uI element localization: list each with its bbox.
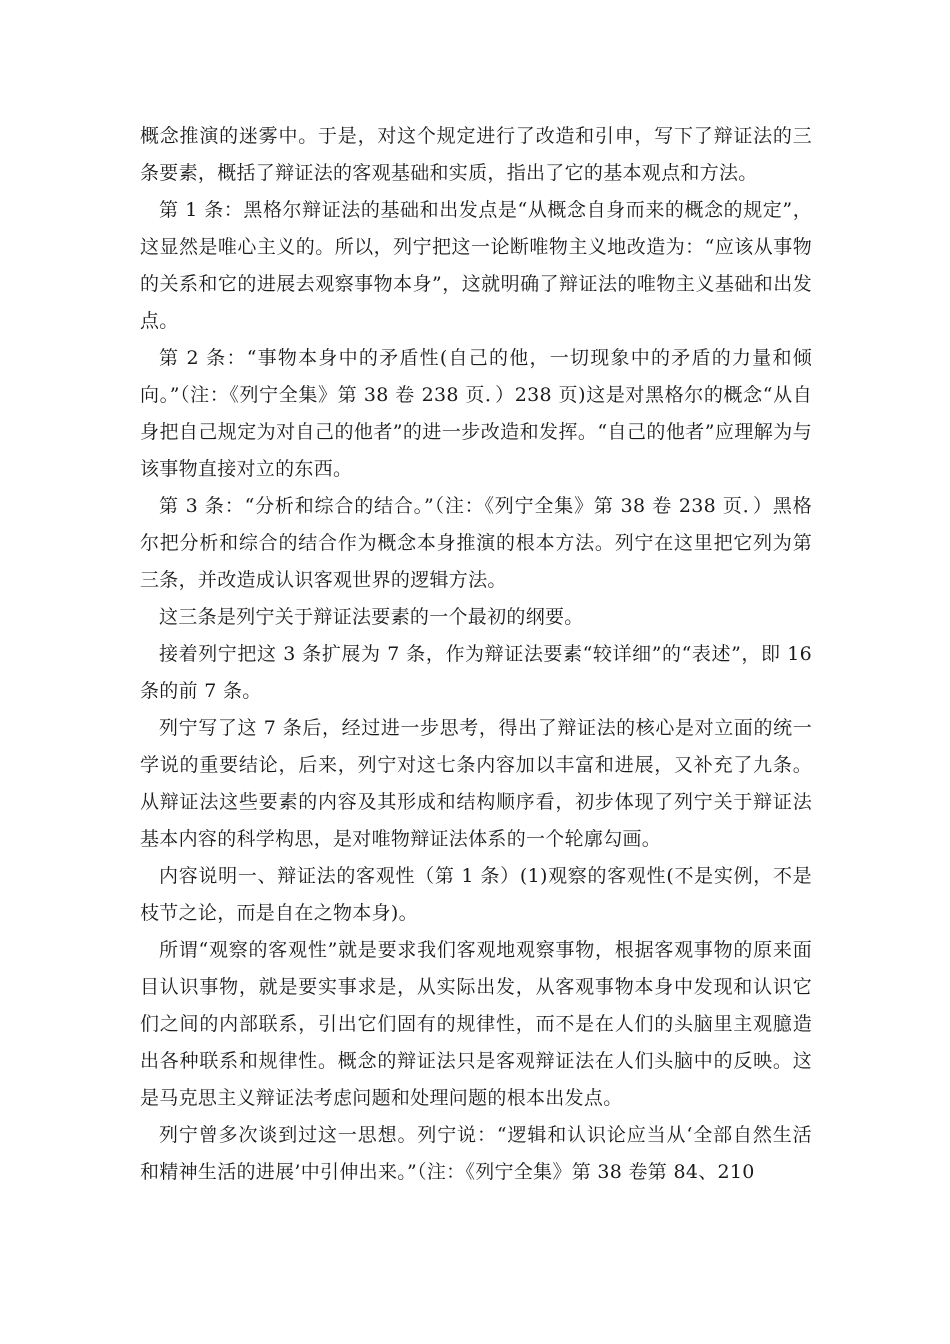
paragraph-4: 第 3 条：“分析和综合的结合。”（注：《列宁全集》第 38 卷 238 页．）黑格尔把分析和综合的结合作为概念本身推演的根本方法。列宁在这里把它列为第三条，并改造成认识客观世界的逻辑方法。 xyxy=(140,495,812,591)
document-body xyxy=(140,118,812,1191)
paragraph-1: 概念推演的迷雾中。于是，对这个规定进行了改造和引申，写下了辩证法的三条要素，概括了辩证法的客观基础和实质，指出了它的基本观点和方法。 xyxy=(140,125,812,184)
paragraph-8: 内容说明一、辩证法的客观性（第 1 条）(1)观察的客观性(不是实例，不是枝节之论，而是自在之物本身)。 xyxy=(140,865,812,924)
paragraph-5: 这三条是列宁关于辩证法要素的一个最初的纲要。 xyxy=(159,606,584,628)
paragraph-3: 第 2 条：“事物本身中的矛盾性(自己的他，一切现象中的矛盾的力量和倾向。”（注：《列宁全集》第 38 卷 238 页．）238 页)这是对黑格尔的概念“从自身把自己规定为对自己的他者”的进一步改造和发挥。“自己的他者”应理解为与该事物直接对立的东西。 xyxy=(140,347,812,480)
paragraph-7: 列宁写了这 7 条后，经过进一步思考，得出了辩证法的核心是对立面的统一学说的重要结论，后来，列宁对这七条内容加以丰富和进展，又补充了九条。从辩证法这些要素的内容及其形成和结构顺序看，初步体现了列宁关于辩证法基本内容的科学构思，是对唯物辩证法体系的一个轮廓勾画。 xyxy=(140,717,812,850)
paragraph-6: 接着列宁把这 3 条扩展为 7 条，作为辩证法要素“较详细”的“表述”，即 16 条的前 7 条。 xyxy=(140,643,812,702)
paragraph-10: 列宁曾多次谈到过这一思想。列宁说：“逻辑和认识论应当从‘全部自然生活和精神生活的进展’中引伸出来。”（注：《列宁全集》第 38 卷第 84、210 xyxy=(140,1124,812,1183)
paragraph-2: 第 1 条：黑格尔辩证法的基础和出发点是“从概念自身而来的概念的规定”，这显然是唯心主义的。所以，列宁把这一论断唯物主义地改造为：“应该从事物的关系和它的进展去观察事物本身”，这就明确了辩证法的唯物主义基础和出发点。 xyxy=(140,199,812,332)
paragraph-9: 所谓“观察的客观性”就是要求我们客观地观察事物，根据客观事物的原来面目认识事物，就是要实事求是，从实际出发，从客观事物本身中发现和认识它们之间的内部联系，引出它们固有的规律性，而不是在人们的头脑里主观臆造出各种联系和规律性。概念的辩证法只是客观辩证法在人们头脑中的反映。这是马克思主义辩证法考虑问题和处理问题的根本出发点。 xyxy=(140,939,812,1109)
